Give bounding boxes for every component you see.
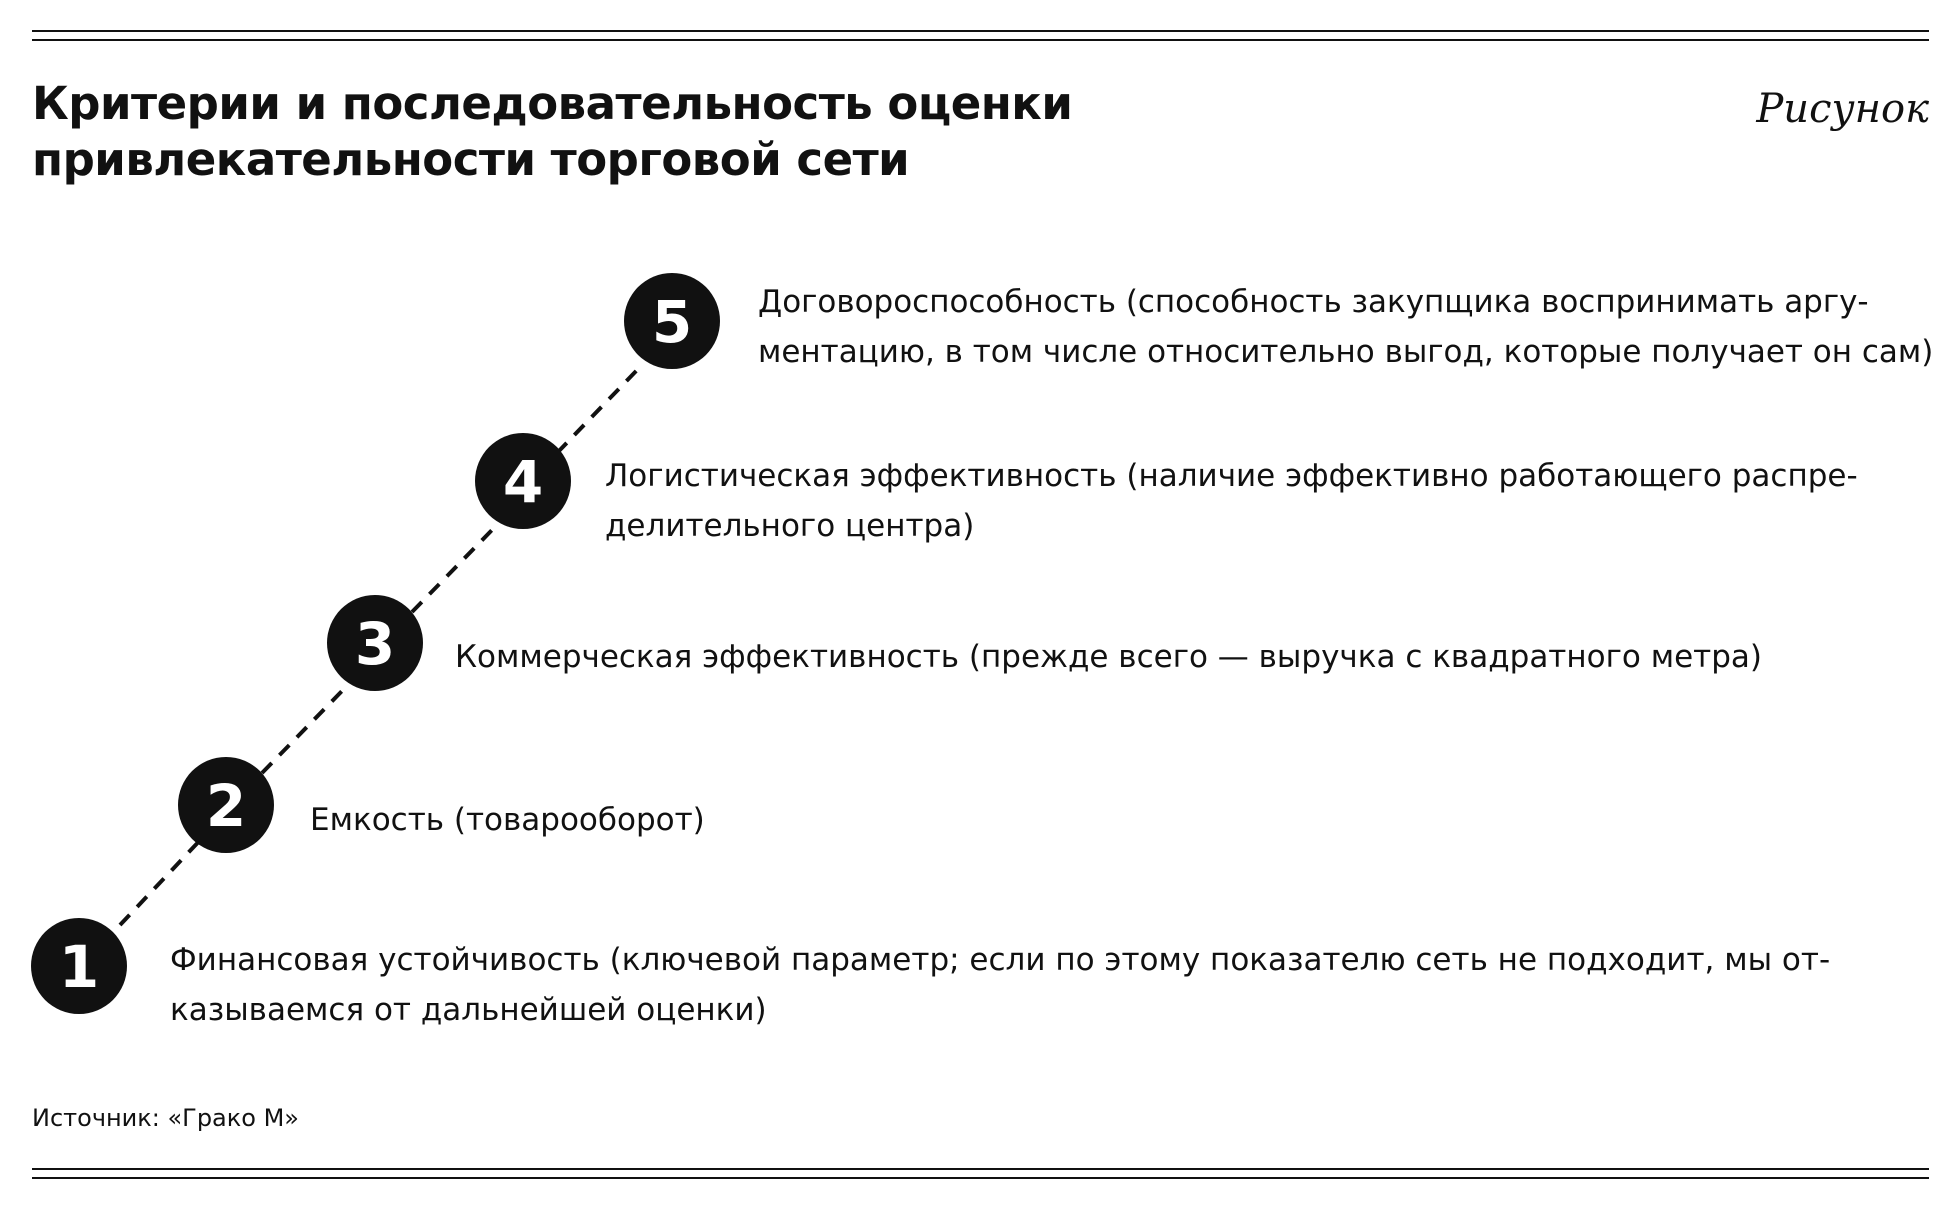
step-2-line-1: Емкость (товарооборот) bbox=[310, 802, 705, 838]
step-3-line-1: Коммерческая эффективность (прежде всего — выручка с квадратного метра) bbox=[455, 639, 1762, 675]
step-number-2: 2 bbox=[205, 772, 247, 840]
step-4-line-1: Логистическая эффективность (наличие эффективно работающего распре- bbox=[605, 458, 1858, 494]
step-marker-2 bbox=[178, 757, 274, 853]
step-number-4: 4 bbox=[502, 448, 544, 516]
step-marker-5 bbox=[624, 273, 720, 369]
bottom-rule-1 bbox=[32, 1168, 1929, 1170]
connector-2-3 bbox=[262, 691, 342, 773]
step-number-1: 1 bbox=[58, 933, 100, 1001]
step-marker-4 bbox=[475, 433, 571, 529]
step-5-line-1: Договороспособность (способность закупщика воспринимать аргу- bbox=[758, 284, 1869, 320]
figure-title-line-1: Критерии и последовательность оценки bbox=[32, 77, 1073, 130]
step-5-line-2: ментацию, в том числе относительно выгод, которые получает он сам) bbox=[758, 334, 1934, 370]
step-5-text bbox=[758, 277, 1933, 377]
step-1-line-2: казываемся от дальнейшей оценки) bbox=[170, 992, 767, 1028]
step-4-text bbox=[605, 451, 1858, 551]
figure-label: Рисунок bbox=[1756, 86, 1929, 132]
step-marker-3 bbox=[327, 595, 423, 691]
connector-4-5 bbox=[557, 367, 640, 453]
step-1-text bbox=[170, 935, 1830, 1035]
bottom-rule-2 bbox=[32, 1177, 1929, 1179]
connector-1-2 bbox=[120, 835, 205, 925]
step-2-text bbox=[310, 795, 705, 845]
step-number-3: 3 bbox=[354, 610, 396, 678]
connector-3-4 bbox=[412, 529, 493, 612]
step-4-line-2: делительного центра) bbox=[605, 508, 975, 544]
step-marker-1 bbox=[31, 918, 127, 1014]
step-number-5: 5 bbox=[651, 288, 693, 356]
source-note: Источник: «Грако М» bbox=[32, 1104, 299, 1132]
figure-title-line-2: привлекательности торговой сети bbox=[32, 133, 910, 186]
step-1-line-1: Финансовая устойчивость (ключевой параметр; если по этому показателю сеть не подходит, мы от- bbox=[170, 942, 1831, 978]
step-3-text bbox=[455, 632, 1762, 682]
